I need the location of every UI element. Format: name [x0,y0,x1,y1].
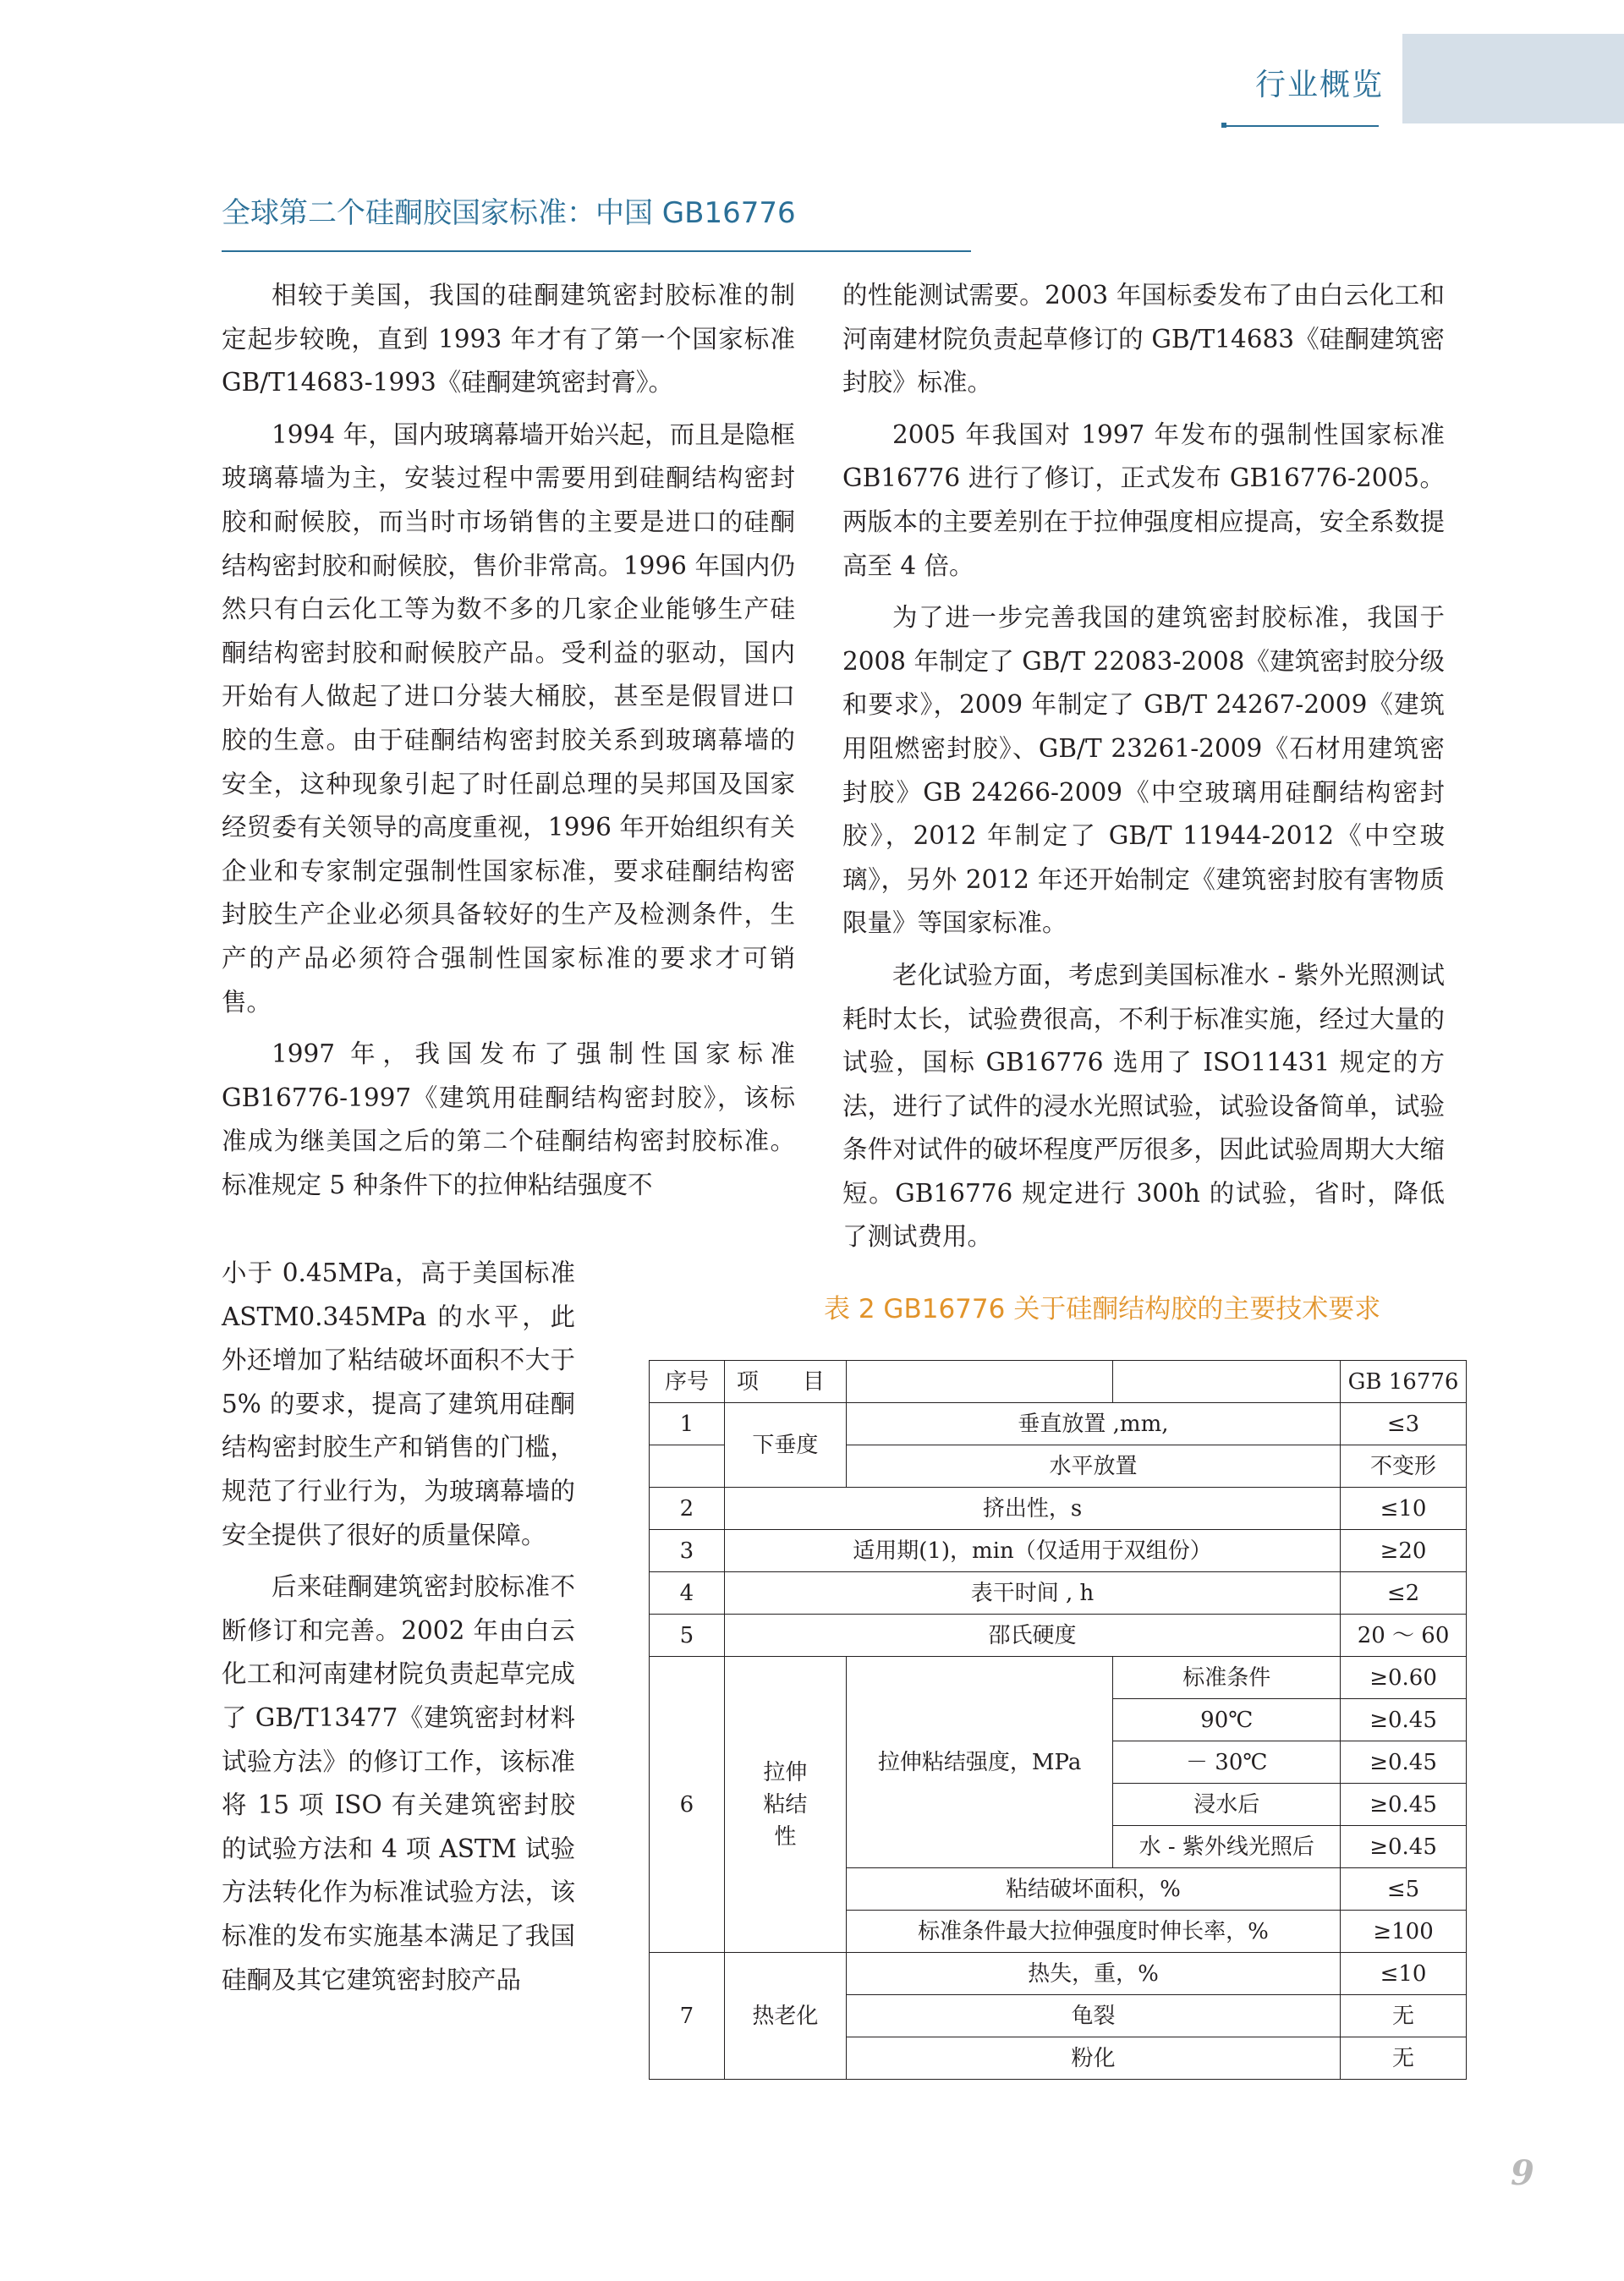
paragraph: 的性能测试需要。2003 年国标委发布了由白云化工和河南建材院负责起草修订的 GB/T14683《硅酮建筑密封胶》标准。 [842,281,1445,398]
table-row [650,1403,1467,1445]
narrow-column [222,1252,575,2010]
table-cell: ≥0.45 [1341,1784,1467,1826]
header-cell: GB 16776 [1341,1361,1467,1403]
paragraph: 为了进一步完善我国的建筑密封胶标准，我国于 2008 年制定了 GB/T 22083-2008《建筑密封胶分级和要求》，2009 年制定了 GB/T 24267-2009《建筑用阻燃密封胶》、GB/T 23261-2009《石材用建筑密封胶》GB 24266-2009《中空玻璃用硅酮结构密封胶》，2012 年制定了 GB/T 11944-2012《中空玻璃》，另外 2012 年还开始制定《建筑密封胶有害物质限量》等国家标准。 [842,603,1445,938]
table-cell: ≤3 [1341,1403,1467,1445]
table-cell: 3 [650,1530,725,1572]
table-row [650,1572,1467,1615]
table-cell: 不变形 [1341,1445,1467,1488]
paragraph: 2005 年我国对 1997 年发布的强制性国家标准 GB16776 进行了修订，正式发布 GB16776-2005。两版本的主要差别在于拉伸强度相应提高，安全系数提高至 4 倍。 [842,419,1445,580]
table-cell: ≤10 [1341,1953,1467,1995]
table-cell: ≥0.45 [1341,1699,1467,1741]
table-cell: 90℃ [1113,1699,1341,1741]
table-cell: ≤10 [1341,1488,1467,1530]
table-cell: 浸水后 [1113,1784,1341,1826]
table-cell: 下垂度 [724,1403,846,1488]
table-cell: 7 [650,1953,725,2080]
table-cell: ≤2 [1341,1572,1467,1615]
table-header-row [650,1361,1467,1403]
table-cell [724,1657,846,1953]
header-cell [846,1361,1113,1403]
table-cell: 热老化 [724,1953,846,2080]
table-cell: ≤5 [1341,1868,1467,1911]
article-title: 全球第二个硅酮胶国家标准：中国 GB16776 [222,196,796,230]
table-cell: 龟裂 [846,1995,1340,2037]
paragraph: 小于 0.45MPa，高于美国标准 ASTM0.345MPa 的水平，此外还增加了粘结破坏面积不大于 5% 的要求，提高了建筑用硅酮结构密封胶生产和销售的门槛，规范了行业行为，为玻璃幕墙的安全提供了很好的质量保障。 [222,1258,575,1549]
paragraph: 1994 年，国内玻璃幕墙开始兴起，而且是隐框玻璃幕墙为主，安装过程中需要用到硅酮结构密封胶和耐候胶，而当时市场销售的主要是进口的硅酮结构密封胶和耐候胶，售价非常高。1996 年国内仍然只有白云化工等为数不多的几家企业能够生产硅酮结构密封胶和耐候胶产品。受利益的驱动，国内开始有人做起了进口分装大桶胶，甚至是假冒进口胶的生意。由于硅酮结构密封胶关系到玻璃幕墙的安全，这种现象引起了时任副总理的吴邦国及国家经贸委有关领导的高度重视，1996 年开始组织有关企业和专家制定强制性国家标准，要求硅酮结构密封胶生产企业必须具备较好的生产及检测条件，生产的产品必须符合强制性国家标准的要求才可销售。 [222,419,795,1017]
paragraph: 老化试验方面，考虑到美国标准水 - 紫外光照测试耗时太长，试验费很高，不利于标准实施，经过大量的试验，国标 GB16776 选用了 ISO11431 规定的方法，进行了试件的浸水光照试验，试验设备简单，试验条件对试件的破坏程度严厉很多，因此试验周期大大缩短。GB16776 规定进行 300h 的试验，省时，降低了测试费用。 [842,960,1445,1252]
table-cell: 水 - 紫外线光照后 [1113,1826,1341,1868]
header-cell: 序号 [650,1361,725,1403]
table-cell [650,1445,725,1488]
table-cell: 4 [650,1572,725,1615]
table-row [650,1488,1467,1530]
table-cell: ≥20 [1341,1530,1467,1572]
table-caption: 表 2 GB16776 关于硅酮结构胶的主要技术要求 [824,1294,1381,1324]
table-cell: 拉伸粘结强度，MPa [846,1657,1113,1868]
header-cell [1113,1361,1341,1403]
table-cell: ≥0.45 [1341,1741,1467,1784]
paragraph: 后来硅酮建筑密封胶标准不断修订和完善。2002 年由白云化工和河南建材院负责起草完成了 GB/T13477《建筑密封材料试验方法》的修订工作，该标准将 15 项 ISO 有关建筑密封胶的试验方法和 4 项 ASTM 试验方法转化作为标准试验方法，该标准的发布实施基本满足了我国硅酮及其它建筑密封胶产品 [222,1572,575,1994]
paragraph: 1997 年，我国发布了强制性国家标准 GB16776-1997《建筑用硅酮结构密封胶》，该标准成为继美国之后的第二个硅酮结构密封胶标准。标准规定 5 种条件下的拉伸粘结强度不 [222,1039,795,1199]
table-cell: 20 ～ 60 [1341,1615,1467,1657]
table-cell: 无 [1341,1995,1467,2037]
table-row [650,1615,1467,1657]
table-cell: ≥0.45 [1341,1826,1467,1868]
section-underline [1221,125,1379,127]
paragraph: 相较于美国，我国的硅酮建筑密封胶标准的制定起步较晚，直到 1993 年才有了第一个国家标准 GB/T14683-1993《硅酮建筑密封膏》。 [222,281,795,398]
table-cell: － 30℃ [1113,1741,1341,1784]
table-cell: 无 [1341,2037,1467,2080]
table-cell: 适用期(1)，min（仅适用于双组份） [724,1530,1340,1572]
header-decoration-block [1402,34,1624,123]
left-column [222,274,795,1215]
group-label: 拉伸粘结性 [763,1759,808,1850]
table-cell: 5 [650,1615,725,1657]
right-column [842,274,1445,1268]
table-cell: 标准条件最大拉伸强度时伸长率，% [846,1911,1340,1953]
table-cell: ≥100 [1341,1911,1467,1953]
page-number: 9 [1511,2153,1534,2193]
table-cell: 6 [650,1657,725,1953]
table-cell: 邵氏硬度 [724,1615,1340,1657]
spec-table [649,1360,1467,2080]
table-cell: 2 [650,1488,725,1530]
table-cell: 垂直放置 ,mm, [846,1403,1340,1445]
header-cell: 项 目 [724,1361,846,1403]
table-row [650,1953,1467,1995]
table-cell: 粘结破坏面积，% [846,1868,1340,1911]
table-cell: 挤出性，s [724,1488,1340,1530]
section-label: 行业概览 [1255,68,1385,102]
table-cell: 标准条件 [1113,1657,1341,1699]
table-row [650,1530,1467,1572]
table-cell: 粉化 [846,2037,1340,2080]
table-cell: 1 [650,1403,725,1445]
table-cell: ≥0.60 [1341,1657,1467,1699]
table-row [650,1657,1467,1699]
table-cell: 热失，重，% [846,1953,1340,1995]
table-cell: 表干时间 , h [724,1572,1340,1615]
table-cell: 水平放置 [846,1445,1340,1488]
title-rule [222,250,971,252]
